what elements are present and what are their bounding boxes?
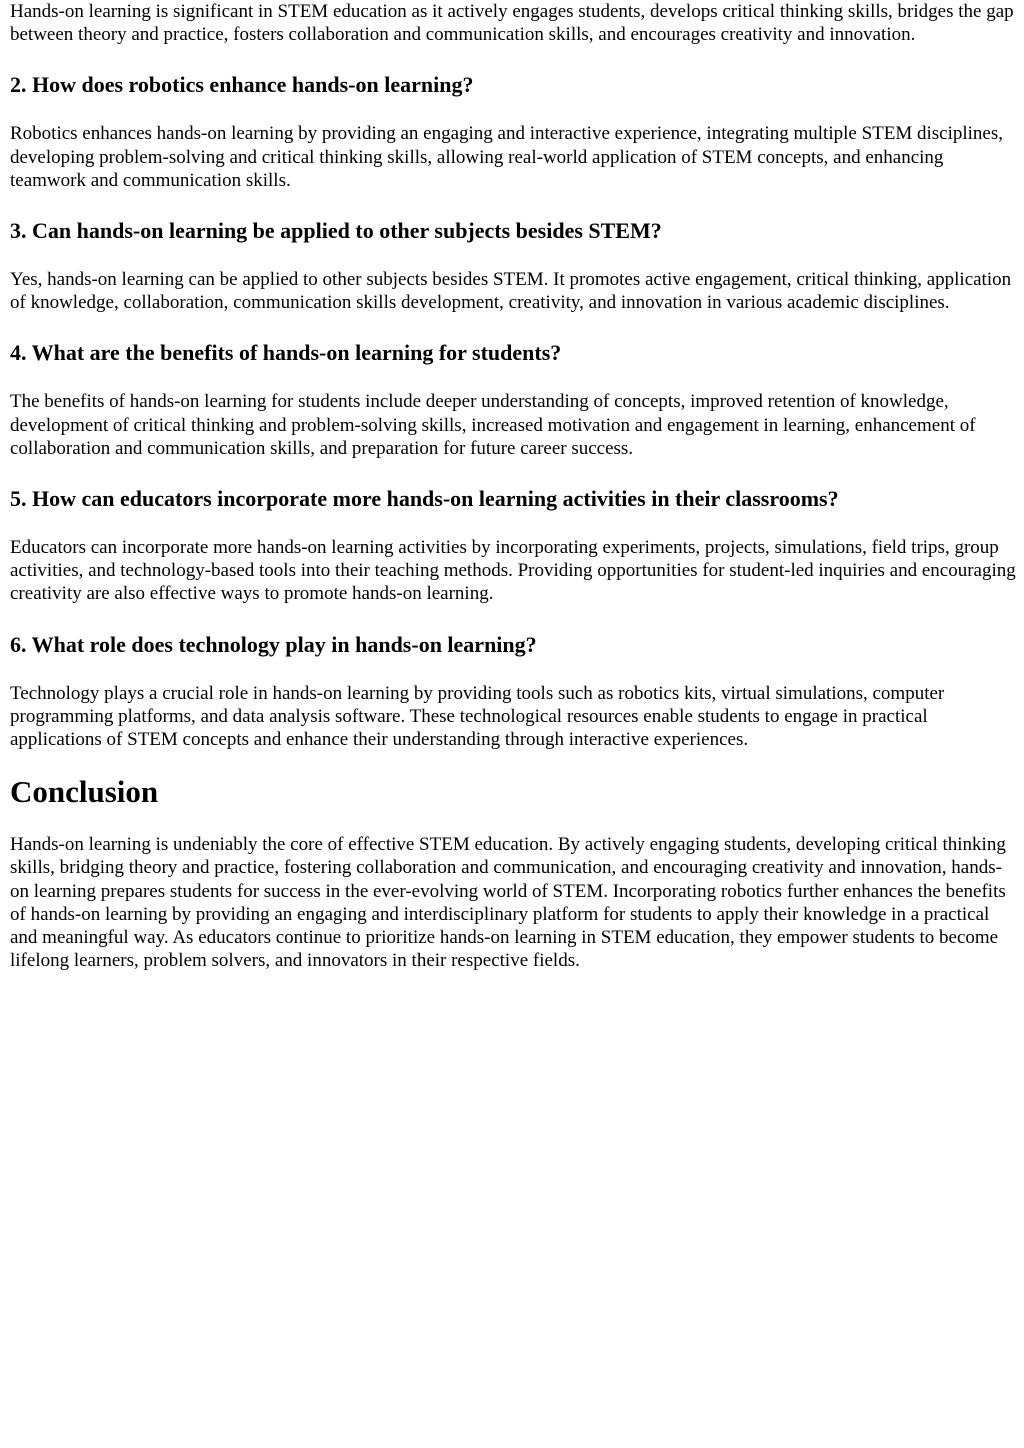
- faq-question: 2. How does robotics enhance hands-on learning?: [10, 72, 474, 98]
- conclusion-paragraph: Hands-on learning is undeniably the core of effective STEM education. By actively engaging students, developing critical thinking skills, bridging theory and practice, fostering collaboration and communication, and encouraging creativity and innovation, hands-on learning prepares students for success in the ever-evolving world of STEM. Incorporating robotics further enhances the benefits of hands-on learning by providing an engaging and interdisciplinary platform for students to apply their knowledge in a practical and meaningful way. As educators continue to prioritize hands-on learning in STEM education, they empower students to become lifelong learners, problem solvers, and innovators in their respective fields.: [10, 834, 1006, 972]
- intro-paragraph: Hands-on learning is significant in STEM education as it actively engages students, develops critical thinking skills, bridges the gap between theory and practice, fosters collaboration and communication skills, and encourages creativity and innovation.: [10, 1, 1014, 46]
- faq-question: 6. What role does technology play in hands-on learning?: [10, 631, 537, 657]
- faq-item-4: [10, 340, 1016, 460]
- faq-item-3: [10, 218, 1016, 314]
- faq-item-2: [10, 72, 1016, 192]
- faq-answer: Technology plays a crucial role in hands-on learning by providing tools such as robotics kits, virtual simulations, computer programming platforms, and data analysis software. These technological resources enable students to engage in practical applications of STEM concepts and enhance their understanding through interactive experiences.: [10, 682, 945, 751]
- faq-item-6: [10, 632, 1016, 752]
- faq-item-5: [10, 486, 1016, 606]
- faq-answer: Educators can incorporate more hands-on learning activities by incorporating experiments, projects, simulations, field trips, group activities, and technology-based tools into their teaching methods. Providing opportunities for student-led inquiries and encouraging creativity are also effective ways to promote hands-on learning.: [10, 537, 1016, 605]
- faq-answer: The benefits of hands-on learning for students include deeper understanding of concepts, improved retention of knowledge, development of critical thinking and problem-solving skills, increased motivation and engagement in learning, enhancement of collaboration and communication skills, and preparation for future career success.: [10, 391, 976, 459]
- faq-question: 3. Can hands-on learning be applied to other subjects besides STEM?: [10, 218, 662, 244]
- faq-question: 4. What are the benefits of hands-on learning for students?: [10, 340, 562, 366]
- faq-question: 5. How can educators incorporate more hands-on learning activities in their classrooms?: [10, 486, 839, 512]
- conclusion-heading: Conclusion: [10, 774, 159, 810]
- faq-answer: Robotics enhances hands-on learning by providing an engaging and interactive experience, integrating multiple STEM disciplines, developing problem-solving and critical thinking skills, allowing real-world application of STEM concepts, and enhancing teamwork and communication skills.: [10, 123, 1004, 191]
- faq-answer: Yes, hands-on learning can be applied to other subjects besides STEM. It promotes active engagement, critical thinking, application of knowledge, collaboration, communication skills development, creativity, and innovation in various academic disciplines.: [10, 269, 1012, 314]
- conclusion-section: [10, 774, 1016, 972]
